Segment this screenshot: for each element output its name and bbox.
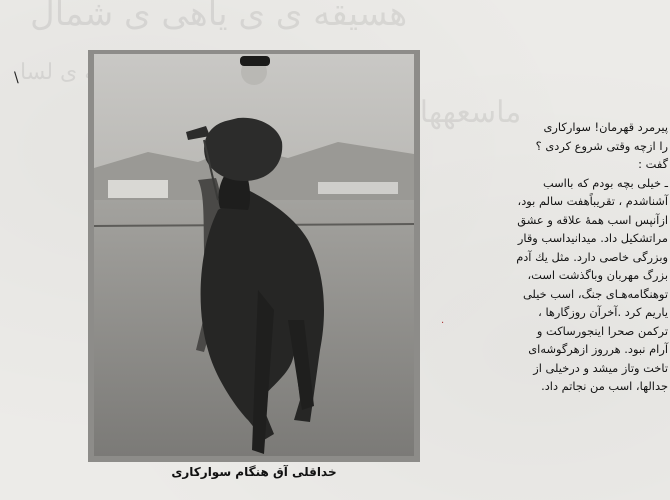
- article-line: را ازچه وقتی شروع کردی ؟: [535, 138, 668, 153]
- article-body: [436, 118, 668, 396]
- stray-mark: \: [14, 70, 19, 86]
- stray-mark: .: [441, 315, 445, 326]
- article-line: آرام نبود. هرروز ازهرگوشه‌ای: [528, 342, 668, 356]
- photo-drawing: [88, 50, 420, 462]
- building: [318, 182, 398, 194]
- bleed-line-2: ماسعههاسی: [369, 95, 522, 130]
- article-line: گفت :: [638, 157, 668, 171]
- article-line: ترکمن صحرا اینجورساکت و: [536, 323, 668, 338]
- rider-torso: [204, 118, 282, 181]
- photo-caption: خداقلی آق هنگام سوارکاری: [171, 465, 337, 479]
- horse-rider-photo: [88, 50, 420, 462]
- article-line: مراتشکیل داد. میدانیداسب وقار: [517, 231, 668, 245]
- article-line: جدالها، اسب من نجاتم داد.: [541, 379, 668, 393]
- article-line: وبزرگی خاصی دارد. مثل یك آدم: [516, 249, 668, 264]
- article-line: بزرگ مهربان وباگذشت است،: [527, 268, 668, 282]
- building: [108, 180, 168, 198]
- article-line: پیرمرد قهرمان! سوارکاری: [543, 120, 668, 134]
- rider-cap: [240, 56, 270, 66]
- article-line: تاخت وتاز میشد و درخیلی از: [533, 360, 668, 375]
- article-line: یاریم کرد .آخرآن روزگارها ،: [538, 305, 668, 319]
- article-line: آشناشدم ، تقریباًهفت سالم بود،: [517, 194, 668, 208]
- bleed-line-1: هسیقه ی ی یاهی ی شمال: [30, 0, 408, 34]
- article-line: ازآنپس اسب همهٔ علاقه و عشق: [517, 212, 668, 227]
- article-line: توهنگامه‌هـای جنگ، اسب خیلی: [522, 286, 668, 301]
- article-line: ـ خیلی بچه بودم که بااسب: [542, 175, 668, 190]
- bleed-line-3: ی لسا: [20, 60, 78, 85]
